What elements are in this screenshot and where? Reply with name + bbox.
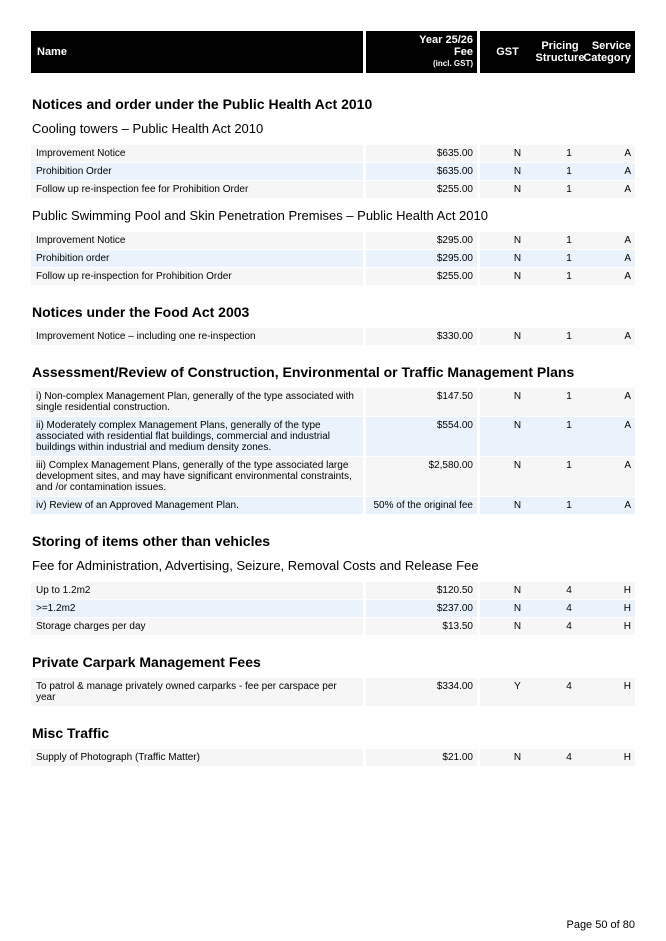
service-category: H — [585, 618, 635, 635]
gst-flag: N — [480, 618, 535, 635]
section-title: Misc Traffic — [32, 725, 110, 741]
spacer — [31, 286, 635, 292]
spacer — [31, 515, 635, 521]
pricing-structure: 4 — [535, 618, 585, 635]
gst-flag: N — [480, 268, 535, 285]
fee-amount: $13.50 — [366, 618, 477, 635]
spacer — [31, 346, 635, 352]
fee-item-name: To patrol & manage privately owned carparks - fee per carspace per year — [31, 678, 363, 706]
section-title: Storing of items other than vehicles — [32, 533, 271, 549]
table-row — [31, 417, 635, 456]
service-category: H — [585, 582, 635, 599]
header-fee — [366, 31, 477, 73]
fee-item-name: Supply of Photograph (Traffic Matter) — [31, 749, 363, 766]
service-category: H — [585, 749, 635, 766]
gst-flag: Y — [480, 678, 535, 706]
service-category: A — [585, 145, 635, 162]
gst-flag: N — [480, 145, 535, 162]
gst-flag: N — [480, 457, 535, 496]
fee-amount: 50% of the original fee — [366, 497, 477, 514]
service-category: A — [585, 497, 635, 514]
fee-amount: $21.00 — [366, 749, 477, 766]
subsection-title: Fee for Administration, Advertising, Seizure, Removal Costs and Release Fee — [32, 558, 479, 573]
table-row — [31, 497, 635, 514]
service-category: A — [585, 181, 635, 198]
service-category: A — [585, 417, 635, 456]
fee-amount: $635.00 — [366, 145, 477, 162]
fee-amount: $635.00 — [366, 163, 477, 180]
spacer — [31, 199, 635, 205]
header-service — [585, 31, 635, 73]
table-row — [31, 328, 635, 345]
pricing-structure: 1 — [535, 417, 585, 456]
table-row — [31, 749, 635, 766]
pricing-structure: 1 — [535, 181, 585, 198]
table-header — [31, 31, 635, 73]
header-fee-line2: Fee — [454, 46, 473, 58]
table-row — [31, 582, 635, 599]
fee-amount: $237.00 — [366, 600, 477, 617]
fee-amount: $2,580.00 — [366, 457, 477, 496]
gst-flag: N — [480, 328, 535, 345]
gst-flag: N — [480, 250, 535, 267]
fee-item-name: Up to 1.2m2 — [31, 582, 363, 599]
pricing-structure: 1 — [535, 328, 585, 345]
spacer — [31, 707, 635, 713]
fee-item-name: Prohibition order — [31, 250, 363, 267]
table-row — [31, 457, 635, 496]
fee-amount: $255.00 — [366, 268, 477, 285]
fee-amount: $334.00 — [366, 678, 477, 706]
fee-item-name: Improvement Notice – including one re-inspection — [31, 328, 363, 345]
fee-item-name: Improvement Notice — [31, 232, 363, 249]
fee-item-name: Follow up re-inspection for Prohibition Order — [31, 268, 363, 285]
header-pricing-line1: Pricing — [541, 40, 579, 52]
pricing-structure: 1 — [535, 497, 585, 514]
header-gst — [480, 31, 535, 73]
table-row — [31, 618, 635, 635]
service-category: A — [585, 388, 635, 416]
gst-flag: N — [480, 388, 535, 416]
gst-flag: N — [480, 417, 535, 456]
header-service-line2: Category — [583, 52, 631, 64]
table-row — [31, 163, 635, 180]
pricing-structure: 4 — [535, 749, 585, 766]
gst-flag: N — [480, 232, 535, 249]
fee-amount: $330.00 — [366, 328, 477, 345]
pricing-structure: 1 — [535, 457, 585, 496]
spacer — [31, 767, 635, 773]
pricing-structure: 4 — [535, 582, 585, 599]
header-fee-line3: (incl. GST) — [433, 59, 473, 68]
fee-item-name: Prohibition Order — [31, 163, 363, 180]
fee-amount: $295.00 — [366, 232, 477, 249]
subsection-title: Cooling towers – Public Health Act 2010 — [32, 121, 264, 136]
fee-amount: $120.50 — [366, 582, 477, 599]
fee-amount: $147.50 — [366, 388, 477, 416]
pricing-structure: 4 — [535, 600, 585, 617]
pricing-structure: 1 — [535, 145, 585, 162]
fee-item-name: iii) Complex Management Plans, generally of the type associated large development sites, and may have significant environmental constraints, and /or contamination issues. — [31, 457, 363, 496]
fee-table-body — [31, 84, 635, 773]
header-pricing — [535, 31, 585, 73]
header-gst-label: GST — [496, 46, 519, 58]
service-category: A — [585, 328, 635, 345]
fee-amount: $554.00 — [366, 417, 477, 456]
section-title: Assessment/Review of Construction, Environmental or Traffic Management Plans — [32, 364, 575, 380]
service-category: A — [585, 250, 635, 267]
pricing-structure: 1 — [535, 163, 585, 180]
table-row — [31, 388, 635, 416]
table-row — [31, 181, 635, 198]
section-title: Notices under the Food Act 2003 — [32, 304, 250, 320]
service-category: A — [585, 232, 635, 249]
gst-flag: N — [480, 582, 535, 599]
header-pricing-line2: Structure — [535, 52, 585, 64]
fee-item-name: iv) Review of an Approved Management Plan. — [31, 497, 363, 514]
table-row — [31, 600, 635, 617]
fee-amount: $255.00 — [366, 181, 477, 198]
service-category: H — [585, 678, 635, 706]
subsection-title: Public Swimming Pool and Skin Penetration Premises – Public Health Act 2010 — [32, 208, 488, 223]
gst-flag: N — [480, 497, 535, 514]
pricing-structure: 4 — [535, 678, 585, 706]
fee-item-name: Storage charges per day — [31, 618, 363, 635]
pricing-structure: 1 — [535, 268, 585, 285]
pricing-structure: 1 — [535, 388, 585, 416]
fee-item-name: Follow up re-inspection fee for Prohibition Order — [31, 181, 363, 198]
fee-item-name: >=1.2m2 — [31, 600, 363, 617]
header-service-line1: Service — [591, 40, 631, 52]
table-row — [31, 268, 635, 285]
pricing-structure: 1 — [535, 250, 585, 267]
header-name — [31, 31, 363, 73]
fee-amount: $295.00 — [366, 250, 477, 267]
table-row — [31, 250, 635, 267]
header-fee-line1: Year 25/26 — [419, 34, 473, 46]
spacer — [31, 636, 635, 642]
service-category: H — [585, 600, 635, 617]
table-row — [31, 678, 635, 706]
gst-flag: N — [480, 749, 535, 766]
section-title: Private Carpark Management Fees — [32, 654, 261, 670]
fee-item-name: Improvement Notice — [31, 145, 363, 162]
service-category: A — [585, 457, 635, 496]
pricing-structure: 1 — [535, 232, 585, 249]
service-category: A — [585, 268, 635, 285]
table-row — [31, 232, 635, 249]
gst-flag: N — [480, 600, 535, 617]
fee-item-name: i) Non-complex Management Plan, generally of the type associated with single residential construction. — [31, 388, 363, 416]
gst-flag: N — [480, 163, 535, 180]
gst-flag: N — [480, 181, 535, 198]
page-number: Page 50 of 80 — [566, 919, 635, 931]
section-title: Notices and order under the Public Health Act 2010 — [32, 96, 373, 112]
table-row — [31, 145, 635, 162]
header-name-label: Name — [37, 46, 67, 58]
fee-item-name: ii) Moderately complex Management Plans, generally of the type associated with residential flat buildings, commercial and industrial buildings within industrial and medium density zones. — [31, 417, 363, 456]
service-category: A — [585, 163, 635, 180]
